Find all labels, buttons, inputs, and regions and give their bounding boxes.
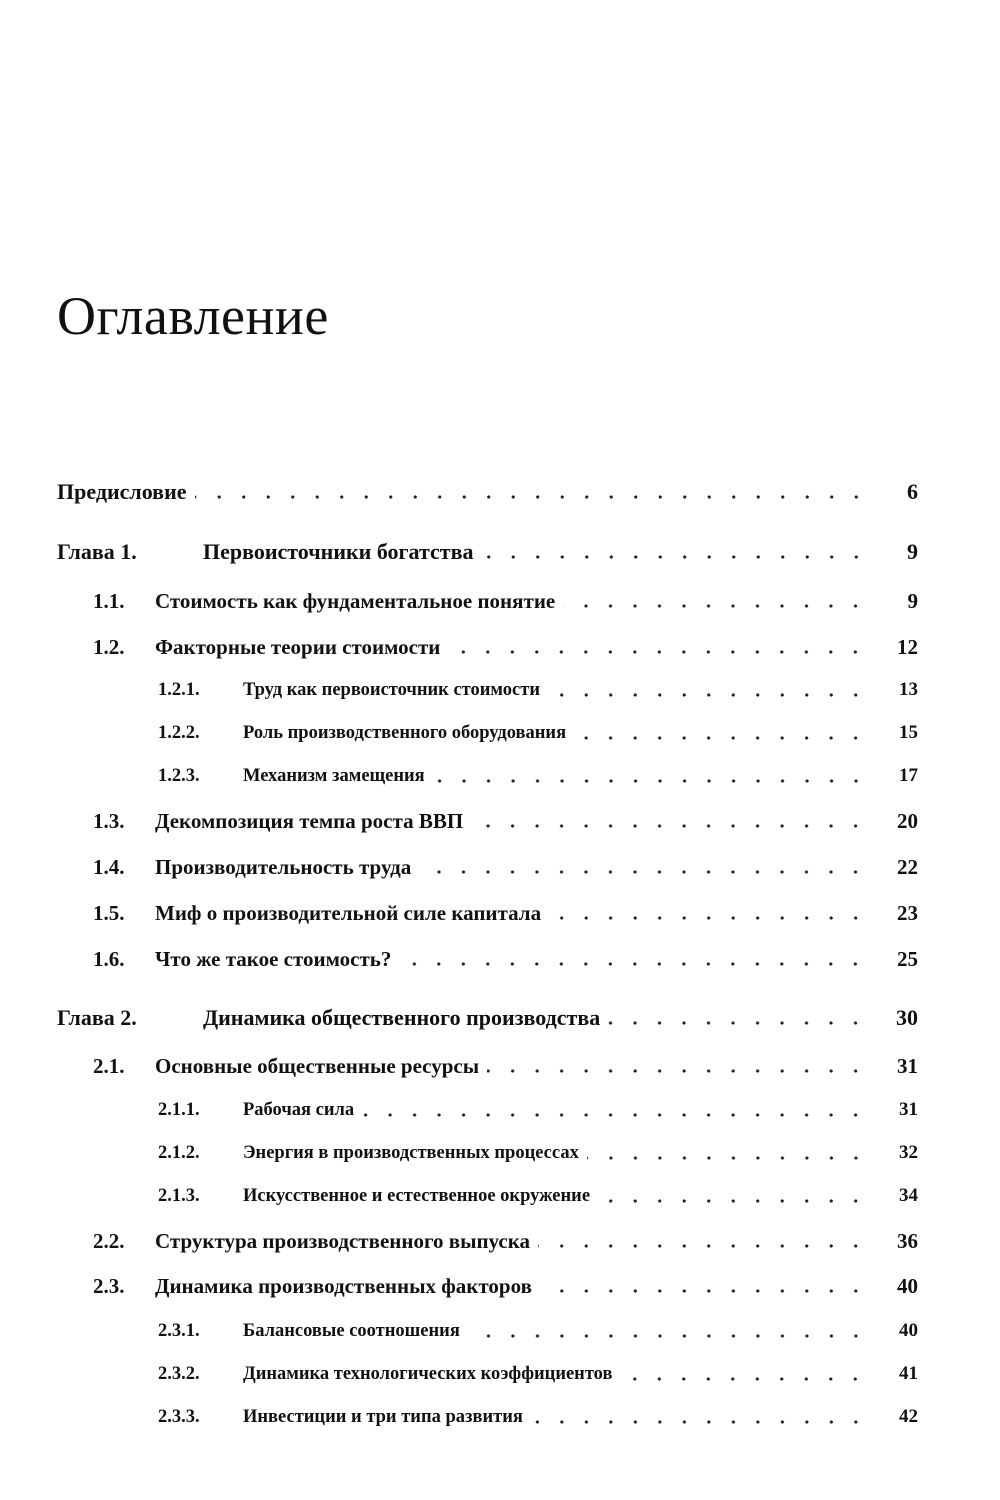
toc-entry-page: 12 [897, 634, 918, 659]
dot-leader [448, 632, 868, 662]
toc-entry-number: 2.3.1. [158, 1320, 200, 1341]
toc-entry-title: Рабочая сила [243, 1099, 355, 1120]
toc-entry[interactable] [57, 1226, 918, 1256]
dot-leader [549, 898, 868, 928]
toc-entry-number: 2.3.3. [158, 1406, 200, 1427]
dot-leader [598, 1181, 868, 1211]
dot-leader [399, 944, 868, 974]
dot-leader [587, 1138, 868, 1168]
dot-leader [608, 1003, 868, 1033]
toc-entry-page: 41 [899, 1363, 918, 1384]
toc-entry-page: 25 [897, 946, 918, 971]
toc-entry-number: 2.1. [93, 1053, 125, 1078]
toc-entry-page: 20 [897, 808, 918, 833]
toc-entry-title: Механизм замещения [243, 765, 425, 786]
toc-entry-title: Производительность труда [155, 854, 412, 879]
toc-entry-number: 1.1. [93, 588, 125, 613]
toc-entry-number: 2.3. [93, 1273, 125, 1298]
toc-entry-number: 2.1.2. [158, 1142, 200, 1163]
dot-leader [548, 675, 868, 705]
toc-entry-page: 9 [907, 539, 918, 564]
toc-entry[interactable] [57, 898, 918, 928]
toc-entry-number: 2.2. [93, 1228, 125, 1253]
toc-entry[interactable] [57, 1003, 918, 1033]
toc-entry-number: 1.2. [93, 634, 125, 659]
toc-entry-title: Первоисточники богатства [203, 539, 474, 564]
dot-leader [419, 852, 868, 882]
toc-entry-title: Структура производственного выпуска [155, 1228, 531, 1253]
toc-entry-number: 1.2.1. [158, 679, 200, 700]
dot-leader [540, 1271, 868, 1301]
toc-entry-number: Глава 1. [57, 539, 137, 564]
toc-entry-page: 31 [897, 1053, 918, 1078]
toc-entry-page: 40 [899, 1320, 918, 1341]
toc-entry-title: Факторные теории стоимости [155, 634, 441, 659]
dot-leader [538, 1226, 868, 1256]
dot-leader [482, 537, 869, 567]
toc-entry-number: 1.2.2. [158, 722, 200, 743]
toc-entry[interactable] [57, 632, 918, 662]
toc-entry-page: 31 [899, 1099, 918, 1120]
toc-entry-number: 1.3. [93, 808, 125, 833]
toc-entry-page: 30 [896, 1005, 918, 1030]
toc-entry[interactable] [57, 944, 918, 974]
dot-leader [574, 718, 868, 748]
toc-entry-title: Балансовые соотношения [243, 1320, 460, 1341]
toc-entry[interactable] [57, 1051, 918, 1081]
toc-entry-title: Искусственное и естественное окружение [243, 1185, 591, 1206]
toc-entry-title: Стоимость как фундаментальное понятие [155, 588, 556, 613]
toc-entry[interactable] [57, 537, 918, 567]
toc-entry-page: 6 [907, 479, 918, 504]
toc-entry-title: Миф о производительной силе капитала [155, 900, 542, 925]
toc-entry-page: 17 [899, 765, 918, 786]
toc-entry-page: 9 [907, 588, 918, 613]
dot-leader [468, 1316, 868, 1346]
toc-entry[interactable] [57, 806, 918, 836]
toc-entry-number: 2.1.1. [158, 1099, 200, 1120]
toc-entry-title: Что же такое стоимость? [155, 946, 392, 971]
toc-entry-page: 15 [899, 722, 918, 743]
toc-entry-page: 34 [899, 1185, 918, 1206]
page-title: Оглавление [57, 286, 329, 346]
toc-entry-number: 2.1.3. [158, 1185, 200, 1206]
dot-leader [620, 1359, 868, 1389]
dot-leader [195, 477, 868, 507]
dot-leader [433, 761, 868, 791]
dot-leader [563, 586, 868, 616]
toc-entry-number: Глава 2. [57, 1005, 137, 1030]
toc-entry-title: Инвестиции и три типа развития [243, 1406, 523, 1427]
toc-entry-number: 1.4. [93, 854, 125, 879]
toc-entry[interactable] [57, 852, 918, 882]
toc-entry[interactable] [57, 1271, 918, 1301]
toc-entry[interactable] [57, 761, 918, 791]
toc-entry-page: 40 [897, 1273, 918, 1298]
toc-entry-title: Динамика общественного производства [203, 1005, 601, 1030]
toc-entry[interactable] [57, 586, 918, 616]
toc-entry-page: 42 [899, 1406, 918, 1427]
toc-entry-title: Труд как первоисточник стоимости [243, 679, 540, 700]
toc-entry-title: Декомпозиция темпа роста ВВП [155, 808, 464, 833]
toc-entry-page: 23 [897, 900, 918, 925]
toc-entry[interactable] [57, 675, 918, 705]
toc-entry[interactable] [57, 1316, 918, 1346]
toc-entry[interactable] [57, 477, 918, 507]
toc-entry-title: Основные общественные ресурсы [155, 1053, 480, 1078]
toc-entry-page: 22 [897, 854, 918, 879]
toc-entry-page: 32 [899, 1142, 918, 1163]
toc-entry-title: Предисловие [57, 479, 187, 504]
toc-entry-page: 36 [897, 1228, 918, 1253]
dot-leader [362, 1095, 868, 1125]
toc-entry-title: Динамика производственных факторов [155, 1273, 532, 1298]
toc-entry-title: Динамика технологических коэффициентов [243, 1363, 613, 1384]
toc-entry-number: 1.6. [93, 946, 125, 971]
dot-leader [531, 1402, 868, 1432]
toc-entry[interactable] [57, 1095, 918, 1125]
toc-entry[interactable] [57, 1138, 918, 1168]
toc-entry-title: Энергия в производственных процессах [243, 1142, 579, 1163]
toc-entry-number: 2.3.2. [158, 1363, 200, 1384]
dot-leader [487, 1051, 868, 1081]
toc-entry-number: 1.2.3. [158, 765, 200, 786]
toc-entry[interactable] [57, 1359, 918, 1389]
toc-entry-page: 13 [899, 679, 918, 700]
toc-entry[interactable] [57, 1402, 918, 1432]
dot-leader [471, 806, 868, 836]
toc-entry-title: Роль производственного оборудования [243, 722, 567, 743]
toc-entry[interactable] [57, 718, 918, 748]
toc-entry[interactable] [57, 1181, 918, 1211]
toc-entry-number: 1.5. [93, 900, 125, 925]
